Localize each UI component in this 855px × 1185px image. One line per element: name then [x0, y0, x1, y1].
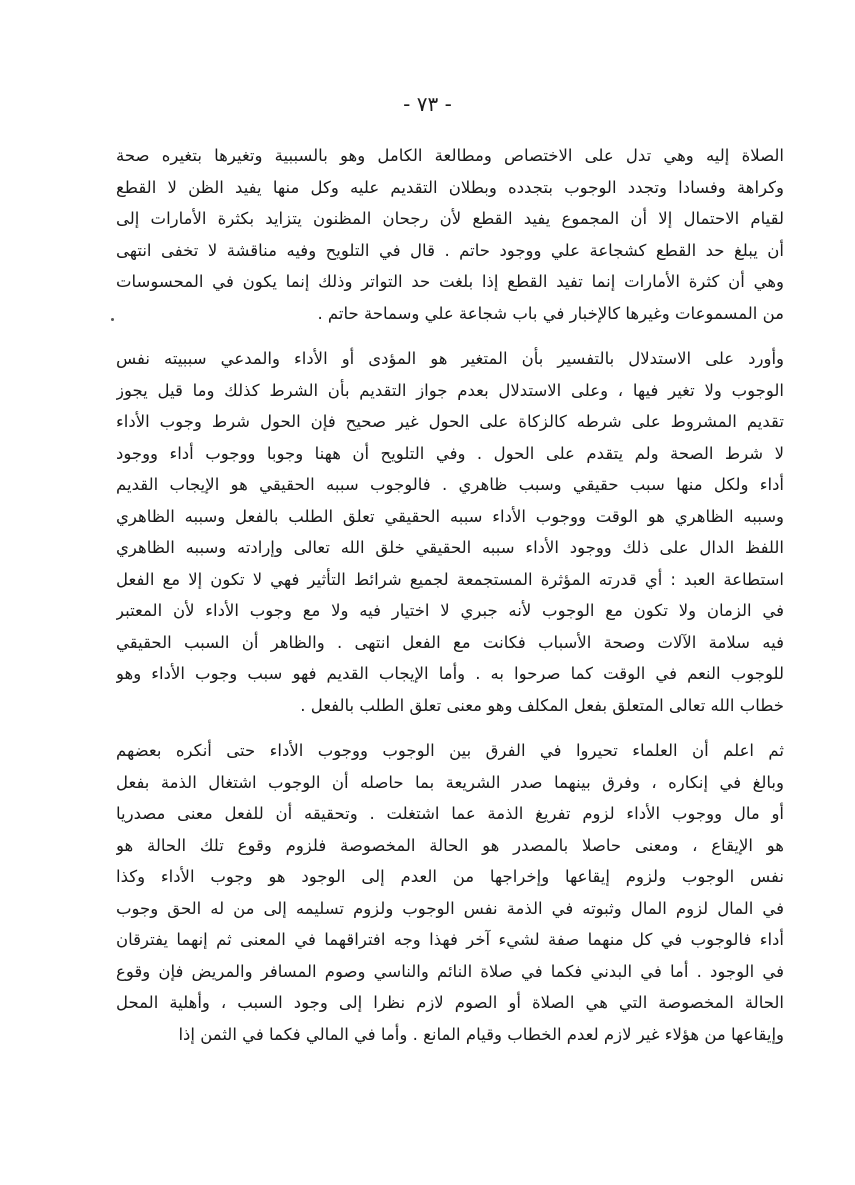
text-line: وهي أن كثرة الأمارات إنما تفيد القطع إذا بلغت حد التواتر وذلك إنما يكون في المحسوسات [116, 272, 784, 291]
body-text [116, 140, 784, 1064]
ink-speck [111, 318, 114, 321]
text-line: وكراهة وفسادا وتجدد الوجوب بتجدده وبطلان التقديم عليه وكل منها يفيد الظن لا القطع [116, 177, 784, 197]
text-line: تقديم المشروط على شرطه كالزكاة على الحول غير صحيح فإن الحول شرط وجوب الأداء [116, 412, 784, 431]
text-line: الصلاة إليه وهي تدل على الاختصاص ومطالعة الكامل وهو بالسببية وتغيرها بتغيره صحة [116, 146, 784, 165]
text-line: خطاب الله تعالى المتعلق بفعل المكلف وهو معنى تعلق الطلب بالفعل . [300, 695, 784, 715]
text-line: وإيقاعها من هؤلاء غير لازم لعدم الخطاب وقيام المانع . وأما في المالي فكما في الثمن إذا [178, 1024, 784, 1044]
paragraph-2 [116, 343, 784, 721]
text-line: أو مال ووجوب الأداء لزوم تفريغ الذمة عما اشتغلت . وتحقيقه أن للفعل معنى مصدريا [116, 804, 784, 823]
text-line: فيه سلامة الآلات وصحة الأسباب فكانت مع الفعل انتهى . والظاهر أن السبب الحقيقي [116, 632, 784, 652]
text-line: وسببه الظاهري هو الوقت ووجوب الأداء سببه الحقيقي تعلق الطلب بالفعل وسببه الظاهري [116, 506, 784, 526]
text-line: ثم اعلم أن العلماء تحيروا في الفرق بين الوجوب ووجوب الأداء حتى أنكره بعضهم [116, 741, 784, 760]
text-line: استطاعة العبد : أي قدرته المؤثرة المستجمعة لجميع شرائط التأثير فهي لا تكون إلا مع الفعل [116, 569, 784, 589]
text-line: الوجوب ولا تغير فيها ، وعلى الاستدلال بعدم جواز التقديم بأن الشرط كذلك وما قيل يجوز [116, 380, 784, 400]
text-line: في الوجود . أما في البدني فكما في صلاة النائم والناسي وصوم المسافر والمريض فإن وقوع [116, 961, 784, 981]
text-line: لا شرط الصحة ولم يتقدم على الحول . وفي التلويح أن ههنا وجوبا ووجوب أداء ووجود [116, 443, 784, 463]
text-line: من المسموعات وغيرها كالإخبار في باب شجاعة علي وسماحة حاتم . [317, 303, 784, 323]
text-line: الحالة المخصوصة التي هي الصلاة أو الصوم لازم نظرا إلى وجود السبب ، وأهلية المحل [116, 993, 784, 1012]
text-line: وبالغ في إنكاره ، وفرق بينهما صدر الشريعة بما حاصله أن الوجوب اشتغال الذمة بفعل [116, 772, 784, 792]
text-line: أداء فالوجوب في كل منهما صفة لشيء آخر فهذا وجه افتراقهما في المعنى ثم إنهما يفترقان [116, 930, 784, 949]
text-line: أداء ولكل منها سبب حقيقي وسبب ظاهري . فالوجوب سببه الحقيقي هو الإيجاب القديم [116, 475, 784, 494]
text-line: وأورد على الاستدلال بالتفسير بأن المتغير هو المؤدى أو الأداء والمدعي سببيته نفس [116, 349, 784, 368]
text-line: في الزمان ولا تكون مع الوجوب لأنه جبري لا اختيار فيه ولا مع وجوب الأداء لأن المعتبر [116, 601, 784, 620]
paragraph-1 [116, 140, 784, 329]
text-line: للوجوب النعم في الوقت كما صرحوا به . وأما الإيجاب القديم فهو سبب وجوب الأداء وهو [116, 664, 784, 683]
text-line: لقيام الاحتمال إلا أن المجموع يفيد القطع لأن رجحان المظنون يتزايد بكثرة الأمارات إلى [116, 209, 784, 228]
text-line: هو الإيقاع ، ومعنى حاصلا بالمصدر هو الحالة المخصوصة فلزوم وقوع تلك الحالة هو [116, 835, 784, 855]
paragraph-3 [116, 735, 784, 1050]
page-number: - ٧٣ - [403, 92, 452, 116]
text-line: أن يبلغ حد القطع كشجاعة علي ووجود حاتم . قال في التلويح وفيه مناقشة لا تخفى انتهى [116, 240, 784, 260]
text-line: اللفظ الدال على ذلك ووجود الأداء سببه الحقيقي خلق الله تعالى وإرادته وسببه الظاهري [116, 538, 784, 557]
text-line: نفس الوجوب ولزوم إيقاعها وإخراجها من العدم إلى الوجود هو وجوب الأداء وكذا [116, 867, 784, 886]
text-line: في المال لزوم المال وثبوته في الذمة نفس الوجوب ولزوم تسليمه إلى من له الحق وجوب [116, 898, 784, 918]
